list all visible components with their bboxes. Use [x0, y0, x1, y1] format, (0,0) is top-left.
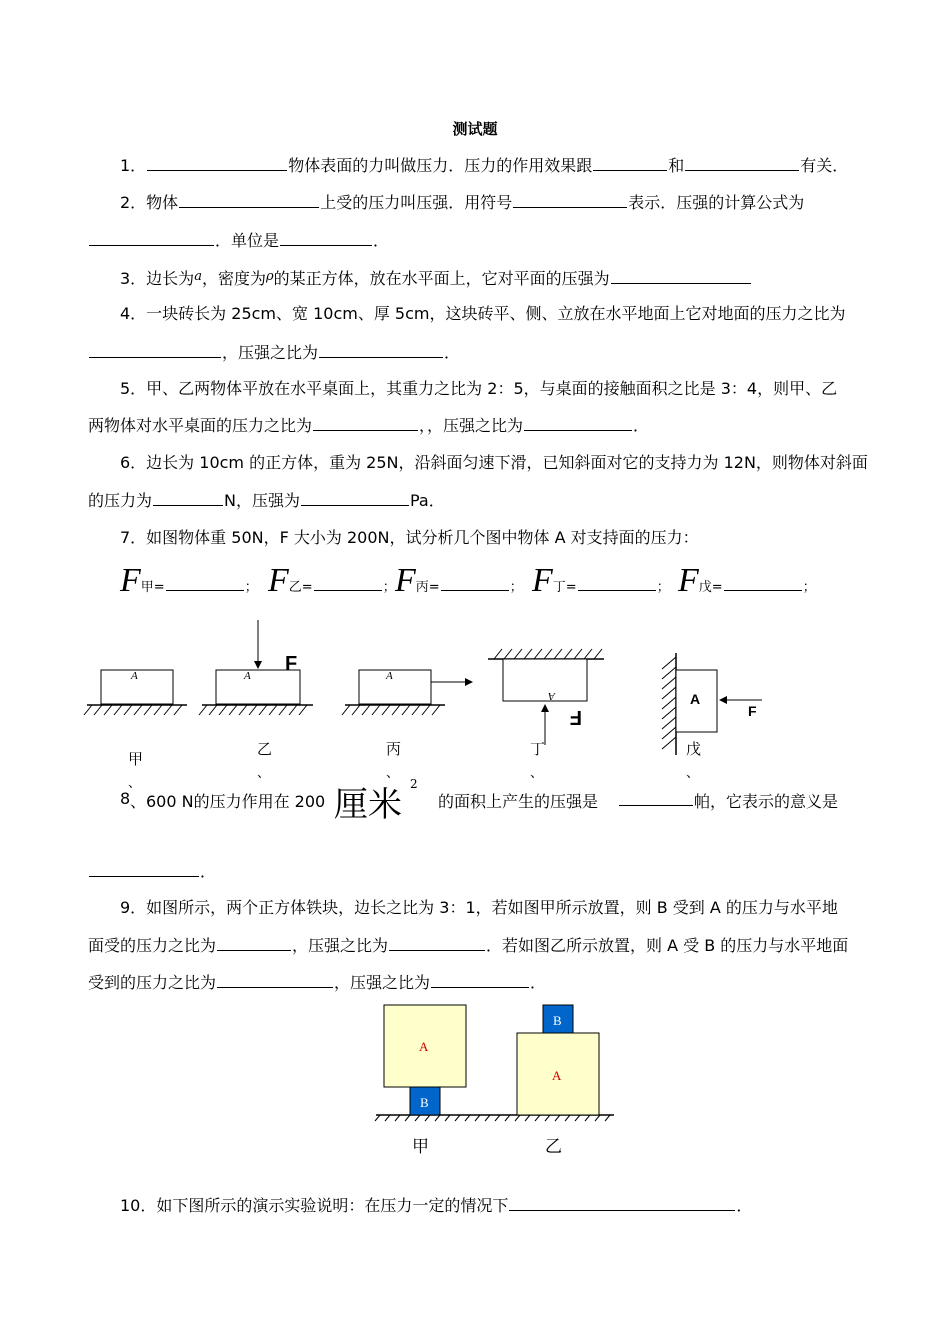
figure-mark-bing: 、 [386, 766, 400, 781]
q6-text-a: 6．边长为 10cm 的正方体，重为 25N，沿斜面匀速下滑，已知斜面对它的支持力为 12N，则物体对斜面 [120, 453, 868, 472]
question-1 [120, 154, 898, 177]
q7-answer-ding [532, 562, 670, 600]
q7-sub-bing: 丙 [415, 580, 429, 595]
q1-blank-1[interactable] [147, 154, 287, 171]
figure-label-jia: 甲 [128, 750, 144, 768]
ground-hatching [199, 705, 307, 715]
q5-text-b: 两物体对水平桌面的压力之比为 [88, 416, 313, 435]
q9-text-d: ．若如图乙所示放置，则 A 受 B 的压力与水平地面 [486, 936, 849, 955]
question-2-line-2 [88, 229, 866, 252]
q8-unit-superscript: 2 [410, 777, 418, 791]
q4-text-a: 4．一块砖长为 25cm、宽 10cm、厚 5cm，这块砖平、侧、立放在水平地面上它对地面的压力之比为 [120, 304, 846, 323]
block-a-label: A [244, 670, 251, 682]
wall-hatching [662, 657, 676, 749]
q7-blank-ding[interactable] [578, 580, 656, 591]
q5-text-d: ． [633, 416, 650, 435]
q2-blank-4[interactable] [280, 229, 372, 246]
q7-sep: ； [244, 580, 258, 595]
block-a-label: A [419, 1039, 429, 1054]
question-4-line-2 [88, 341, 866, 364]
question-2-line-1 [120, 191, 898, 214]
q8-blank-1[interactable] [619, 789, 693, 806]
force-label: F [748, 703, 757, 719]
q2-blank-3[interactable] [89, 229, 214, 246]
q4-blank-1[interactable] [89, 341, 221, 358]
figure-wu [662, 653, 762, 755]
q7-blank-yi[interactable] [314, 580, 382, 591]
q7-sub-yi: 乙 [288, 580, 302, 595]
question-9-line-1 [120, 897, 898, 919]
figure-mark-jia: 、 [128, 776, 142, 791]
q7-sep: ； [509, 580, 523, 595]
figure-mark-ding: 、 [530, 766, 544, 781]
q4-blank-2[interactable] [319, 341, 443, 358]
q10-blank[interactable] [509, 1194, 735, 1211]
q3-blank[interactable] [611, 267, 751, 284]
q7-blank-wu[interactable] [724, 580, 802, 591]
q5-blank-2[interactable] [524, 414, 632, 431]
ground-hatching [84, 705, 182, 715]
block-a [359, 670, 431, 704]
force-symbol: F [678, 562, 699, 599]
force-label: F [569, 706, 582, 728]
q8-text-c: 帕，它表示的意义是 [694, 792, 839, 811]
figure-label-ding: 丁 [530, 740, 546, 758]
question-3 [120, 266, 898, 290]
force-label: F [285, 653, 298, 675]
force-symbol: F [268, 562, 289, 599]
q9-figure [0, 995, 950, 1165]
q7-eq: = [153, 580, 165, 595]
q3-symbol-a: a [194, 269, 202, 284]
q10-text-a: 10．如下图所示的演示实验说明：在压力一定的情况下 [120, 1196, 509, 1215]
q2-text-b: 表示．压强的计算公式为 [628, 193, 805, 212]
q8-text-d: ． [200, 862, 217, 881]
q7-blank-jia[interactable] [166, 580, 244, 591]
figure-label-jia: 甲 [412, 1137, 429, 1157]
block-a [503, 659, 587, 701]
figure-bing [342, 670, 472, 715]
q2-text-n: 2．物体 [120, 193, 179, 212]
q2-text-a: 上受的压力叫压强．用符号 [320, 193, 513, 212]
force-symbol: F [395, 562, 416, 599]
q10-text-b: ． [736, 1196, 753, 1215]
question-7 [120, 527, 898, 549]
question-8-line-1 [120, 777, 866, 827]
figure-label-yi: 乙 [257, 740, 273, 758]
question-9-line-2 [88, 934, 866, 957]
block-a-label: A [131, 670, 138, 682]
q7-blank-bing[interactable] [441, 580, 509, 591]
question-5-line-1 [120, 378, 898, 400]
q7-eq: = [301, 580, 313, 595]
q4-text-c: ． [444, 343, 461, 362]
page-title: 测试题 [452, 120, 498, 138]
q8-text-a: 、600 N的压力作用在 200 [130, 792, 326, 811]
q8-number: 8 [120, 789, 131, 808]
q9-blank-4[interactable] [431, 971, 529, 988]
q9-text-e: 受到的压力之比为 [88, 973, 217, 992]
q2-text-d: ． [373, 231, 390, 250]
q9-blank-1[interactable] [217, 934, 291, 951]
q7-sep: ； [382, 580, 396, 595]
q1-text-a: 物体表面的力叫做压力．压力的作用效果跟 [288, 156, 593, 175]
figure-label-bing: 丙 [386, 740, 402, 758]
q7-sub-ding: 丁 [552, 580, 566, 595]
figure-ding [488, 649, 604, 745]
q6-text-d: Pa． [410, 491, 445, 510]
block-a-label: A [690, 691, 701, 707]
q5-text-c: ，，压强之比为 [419, 416, 524, 435]
q1-number: 1． [120, 156, 147, 175]
block-a-label: A [386, 670, 393, 682]
q1-text-c: 有关． [800, 156, 849, 175]
q7-eq: = [565, 580, 577, 595]
q7-sep: ； [802, 580, 816, 595]
question-4-line-1 [120, 303, 898, 325]
q2-text-c: ．单位是 [215, 231, 280, 250]
q7-answer-row [120, 562, 840, 608]
q2-blank-1[interactable] [179, 191, 319, 208]
block-b-label: B [553, 1013, 562, 1028]
question-6-line-1 [120, 452, 898, 474]
q8-blank-2[interactable] [89, 860, 199, 877]
block-a-label: A [548, 690, 555, 702]
block-a [216, 670, 300, 704]
q7-sub-wu: 戊 [698, 580, 712, 595]
q6-blank-1[interactable] [153, 489, 223, 506]
q7-answer-wu [678, 562, 816, 600]
figure-mark-wu: 、 [686, 766, 700, 781]
q7-sep: ； [656, 580, 670, 595]
q6-blank-2[interactable] [301, 489, 409, 506]
question-5-line-2 [88, 414, 866, 437]
q6-text-b: 的压力为 [88, 491, 153, 510]
figure-mark-yi: 、 [257, 766, 271, 781]
q9-blank-2[interactable] [389, 934, 485, 951]
block-b-label: B [420, 1095, 429, 1110]
ground-hatching [375, 1115, 610, 1121]
q3-symbol-rho: ρ [265, 269, 274, 284]
figure-label-yi: 乙 [545, 1137, 562, 1157]
q7-answer-bing [395, 562, 523, 600]
q7-sub-jia: 甲 [140, 580, 154, 595]
question-10 [120, 1194, 898, 1217]
question-8-line-2 [88, 860, 866, 883]
q9-text-c: ，压强之比为 [292, 936, 389, 955]
force-symbol: F [120, 562, 141, 599]
q5-text-a: 5．甲、乙两物体平放在水平桌面上，其重力之比为 2：5，与桌面的接触面积之比是 3：4，则甲、乙 [120, 379, 838, 398]
question-6-line-2 [88, 489, 866, 512]
q7-eq: = [428, 580, 440, 595]
q9-text-b: 面受的压力之比为 [88, 936, 217, 955]
q9-text-g: ． [530, 973, 547, 992]
figure-jia [84, 670, 187, 715]
q4-text-b: ，压强之比为 [222, 343, 319, 362]
q1-text-b: 和 [668, 156, 685, 175]
q8-unit: 厘米 [334, 785, 402, 825]
figure-label-wu: 戊 [686, 740, 702, 758]
q7-eq: = [711, 580, 723, 595]
q2-blank-2[interactable] [513, 191, 627, 208]
ceiling-hatching [494, 649, 602, 659]
q6-text-c: N，压强为 [224, 491, 300, 510]
q9-text-f: ，压强之比为 [334, 973, 431, 992]
figure-yi [199, 620, 313, 715]
q8-text-b: 的面积上产生的压强是 [438, 792, 599, 811]
q3-text-b: ，密度为 [201, 269, 266, 288]
q7-text-a: 7．如图物体重 50N，F 大小为 200N，试分析几个图中物体 A 对支持面的压力： [120, 528, 699, 547]
q7-answer-jia [120, 562, 258, 600]
q3-text-c: 的某正方体，放在水平面上，它对平面的压强为 [273, 269, 610, 288]
q5-blank-1[interactable] [313, 414, 418, 431]
q9-text-a: 9．如图所示，两个正方体铁块，边长之比为 3：1，若如图甲所示放置，则 B 受到 A 的压力与水平地 [120, 898, 838, 917]
question-9-line-3 [88, 971, 866, 994]
q1-blank-2[interactable] [593, 154, 667, 171]
q9-blank-3[interactable] [217, 971, 333, 988]
q3-text-a: 3．边长为 [120, 269, 195, 288]
q1-blank-3[interactable] [685, 154, 799, 171]
block-a-label: A [552, 1068, 562, 1083]
q7-answer-yi [268, 562, 396, 600]
ground-hatching [342, 705, 440, 715]
force-symbol: F [532, 562, 553, 599]
